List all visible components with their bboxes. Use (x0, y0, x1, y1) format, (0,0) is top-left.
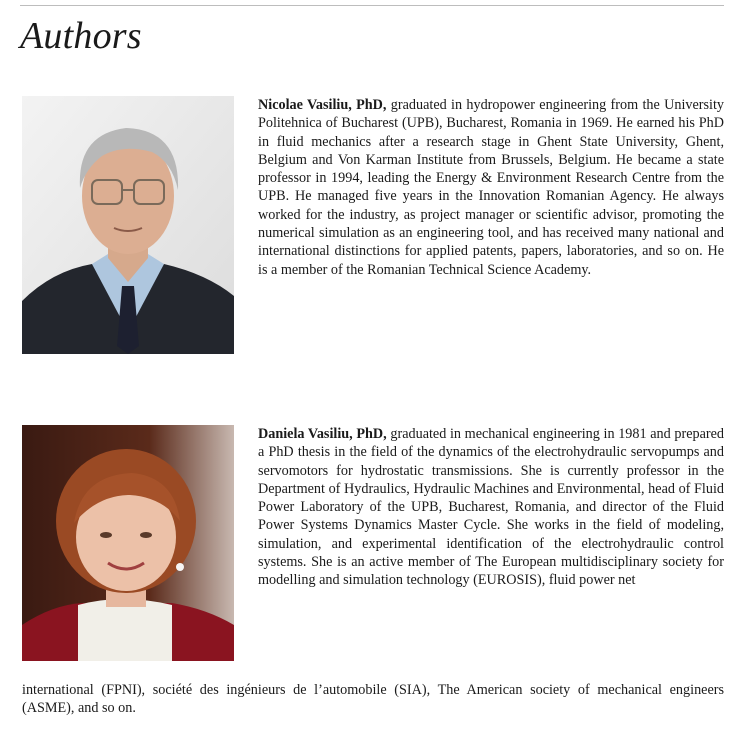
author-bio-daniela-continued: international (FPNI), société des ingénieurs de l’automobile (SIA), The American society of mechanical engineers (ASME), and so on. (22, 682, 724, 717)
author-name: Nicolae Vasiliu, PhD, (258, 97, 387, 113)
author-bio-text: graduated in mechanical engineering in 1981 and prepared a PhD thesis in the field of the dynamics of the electrohydraulic servopumps and servomotors for hydrostatic transmissions. She is currently professor in the Department of Hydraulics, Hydraulic Machines and Environmental, head of Fluid Power Laboratory of the UPB, Bucharest, Romania, and director of the Fluid Power Systems Dynamics Master Cycle. She works in the field of modeling, simulation, and experimental identification of the electrohydraulic control systems. She is an active member of The European multidisciplinary society for modelling and simulation technology (EUROSIS), fluid power net (258, 426, 725, 589)
top-rule (20, 5, 724, 6)
author-bio-daniela (258, 425, 724, 590)
author-photo-daniela (22, 425, 234, 661)
author-bio-text: graduated in hydropower engineering from the University Politehnica of Bucharest (UPB), Bucharest, Romania in 1969. He earned his PhD in fluid mechanics after a research stage in Ghent State University, Ghent, Belgium and Von Karman Institute from Brussels, Belgium. He became a state professor in 1994, leading the Energy & Environment Research Centre from the UPB. He managed five years in the Innovation Romanian Agency. He always worked for the industry, as project manager or scientific advisor, promoting the numerical simulation as an engineering tool, and has received many national and international distinctions for applied patents, papers, laboratories, and so on. He is a member of the Romanian Technical Science Academy. (258, 97, 725, 278)
page-heading: Authors (20, 15, 142, 57)
author-name: Daniela Vasiliu, PhD, (258, 426, 387, 442)
author-photo-nicolae (22, 96, 234, 354)
author-bio-nicolae (258, 96, 724, 279)
